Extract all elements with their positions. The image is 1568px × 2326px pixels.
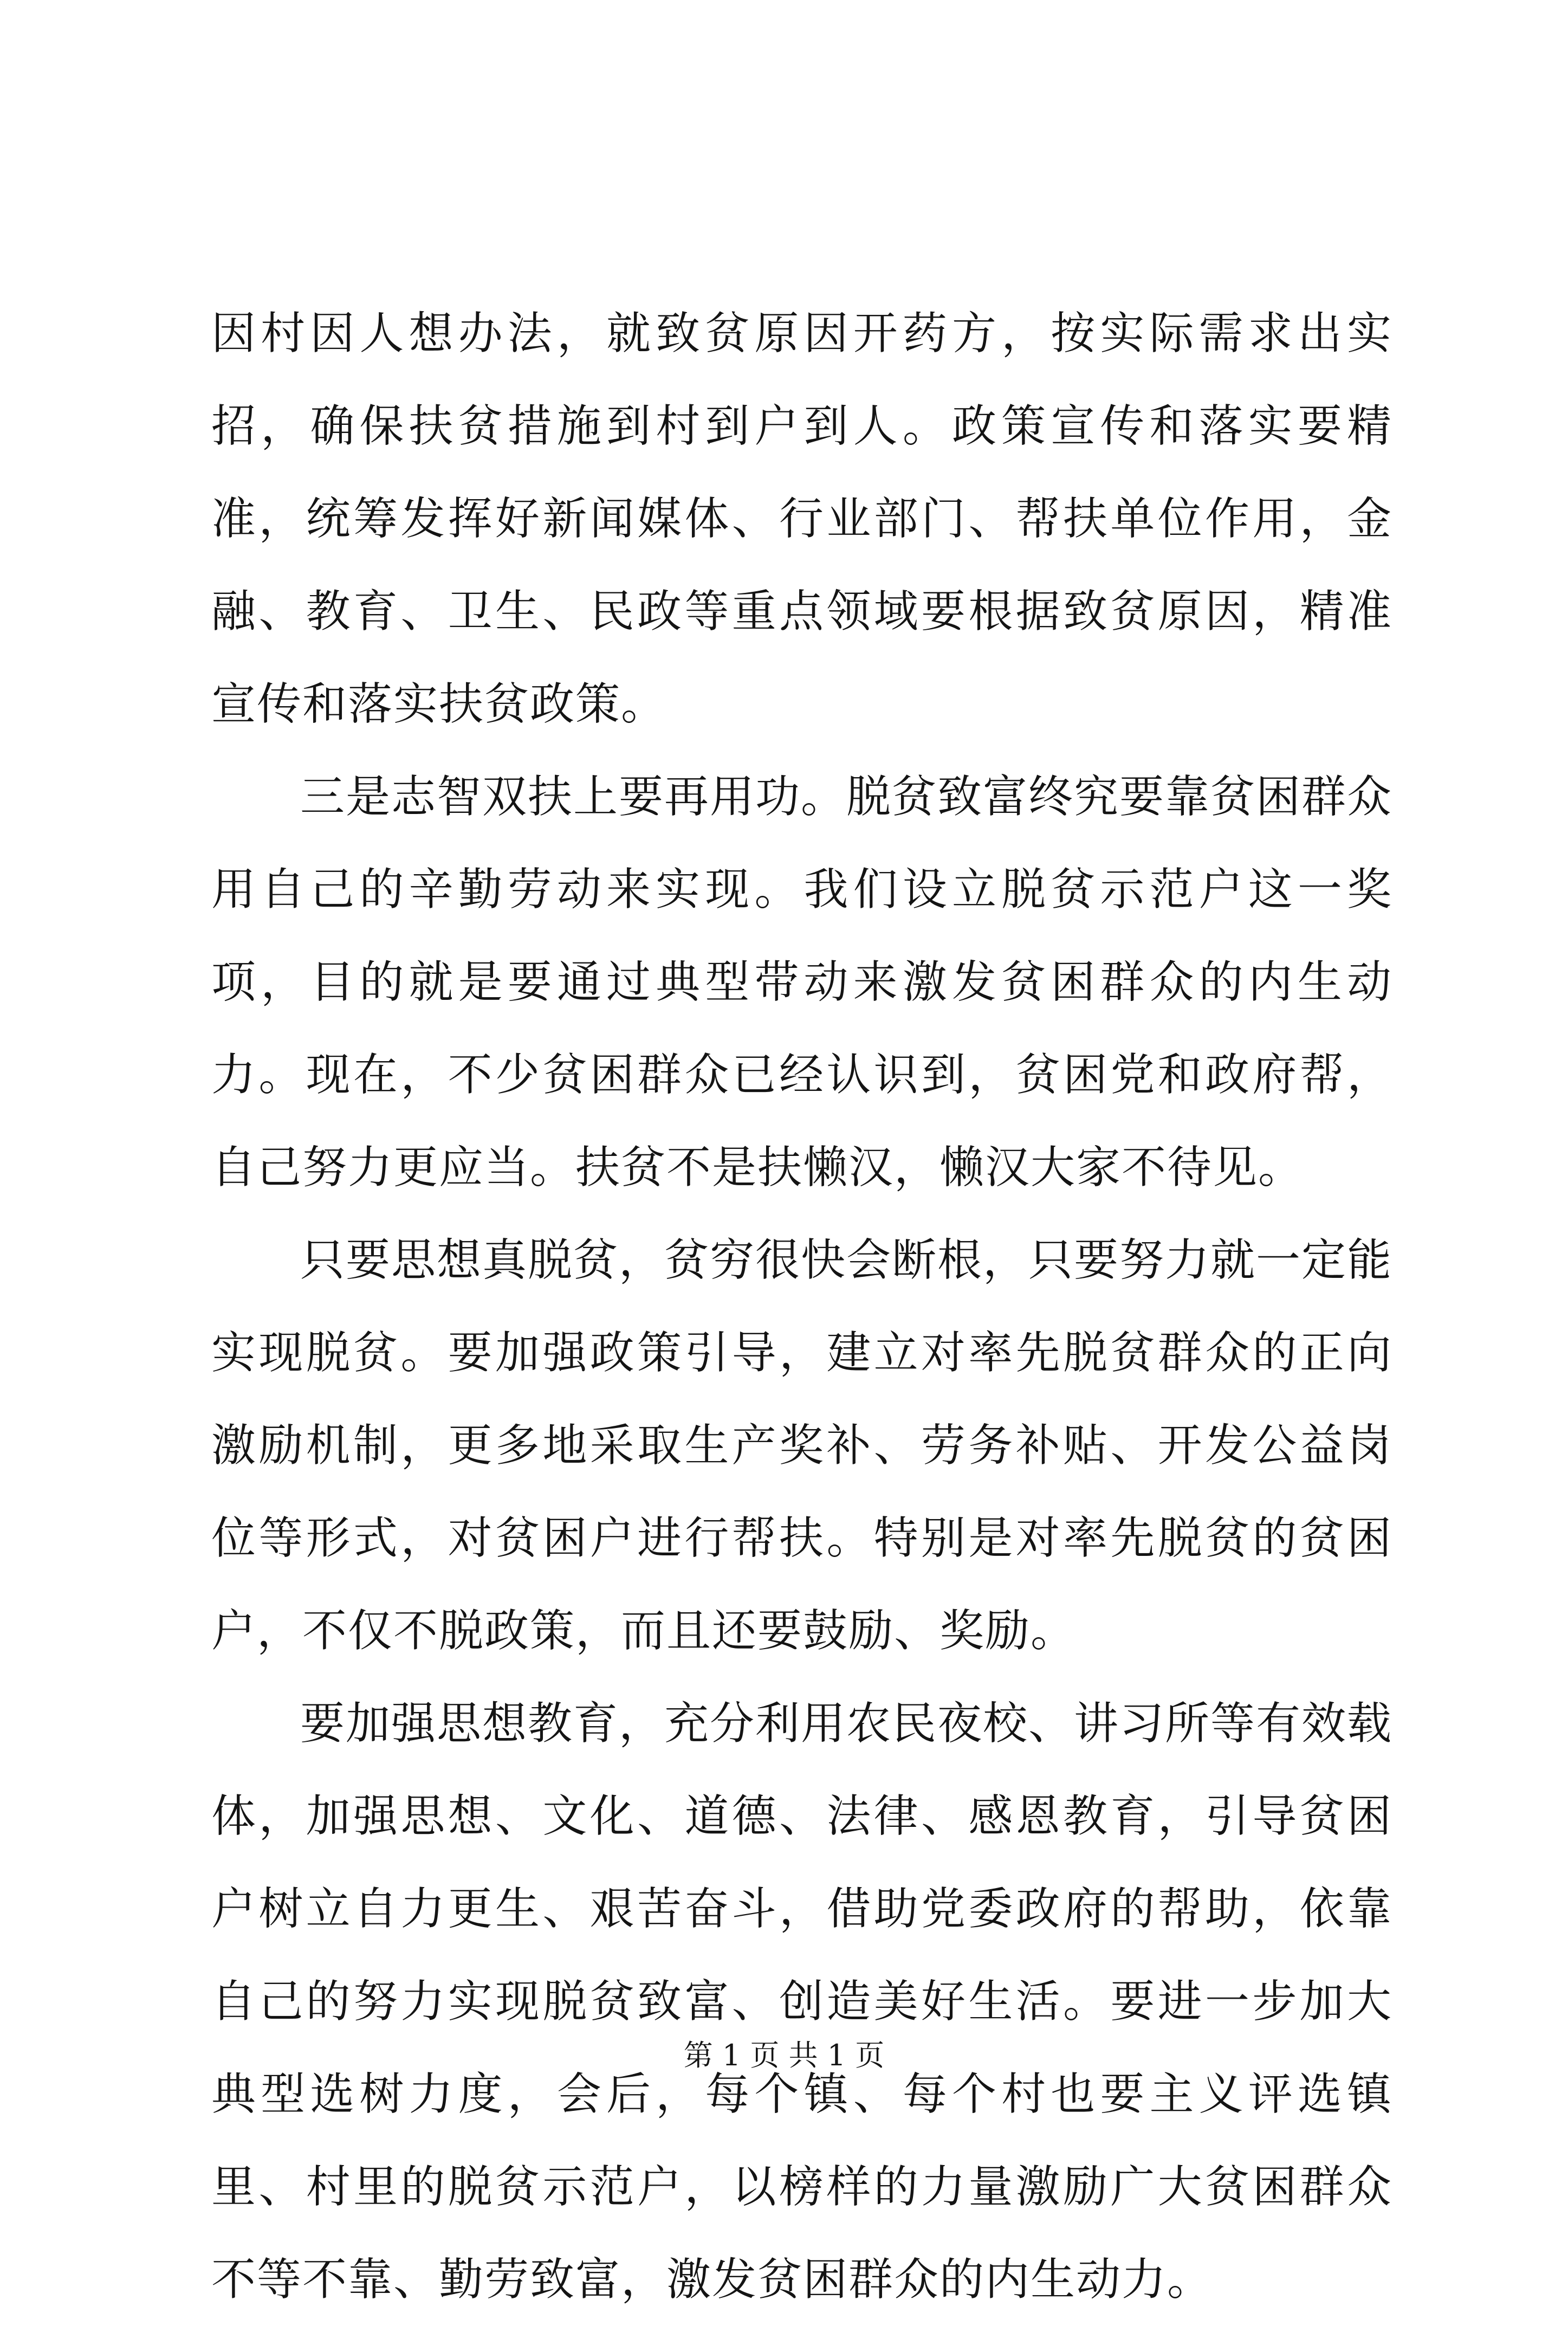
paragraph-1: 因村因人想办法，就致贫原因开药方，按实际需求出实招，确保扶贫措施到村到户到人。政策宣传和落实要精准，统筹发挥好新闻媒体、行业部门、帮扶单位作用，金融、教育、卫生、民政等重点领域要根据致贫原因，精准宣传和落实扶贫政策。: [211, 308, 1392, 730]
paragraph-3: 只要思想真脱贫，贫穷很快会断根，只要努力就一定能实现脱贫。要加强政策引导，建立对率先脱贫群众的正向激励机制，更多地采取生产奖补、劳务补贴、开发公益岗位等形式，对贫困户进行帮扶。特别是对率先脱贫的贫困户，不仅不脱政策，而且还要鼓励、奖励。: [211, 1235, 1393, 1657]
paragraph-2: 三是志智双扶上要再用功。脱贫致富终究要靠贫困群众用自己的辛勤劳动来实现。我们设立脱贫示范户这一奖项，目的就是要通过典型带动来激发贫困群众的内生动力。现在，不少贫困群众已经认识到，贫困党和政府帮，自己努力更应当。扶贫不是扶懒汉，懒汉大家不待见。: [211, 771, 1393, 1193]
page-footer: 第 1 页 共 1 页: [683, 2038, 885, 2072]
document-body: [211, 287, 1392, 2326]
paragraph-4: 要加强思想教育，充分利用农民夜校、讲习所等有效载体，加强思想、文化、道德、法律、感恩教育，引导贫困户树立自力更生、艰苦奋斗，借助党委政府的帮助，依靠自己的努力实现脱贫致富、创造美好生活。要进一步加大典型选树力度，会后，每个镇、每个村也要主义评选镇里、村里的脱贫示范户，以榜样的力量激励广大贫困群众不等不靠、勤劳致富，激发贫困群众的内生动力。: [211, 1698, 1393, 2305]
